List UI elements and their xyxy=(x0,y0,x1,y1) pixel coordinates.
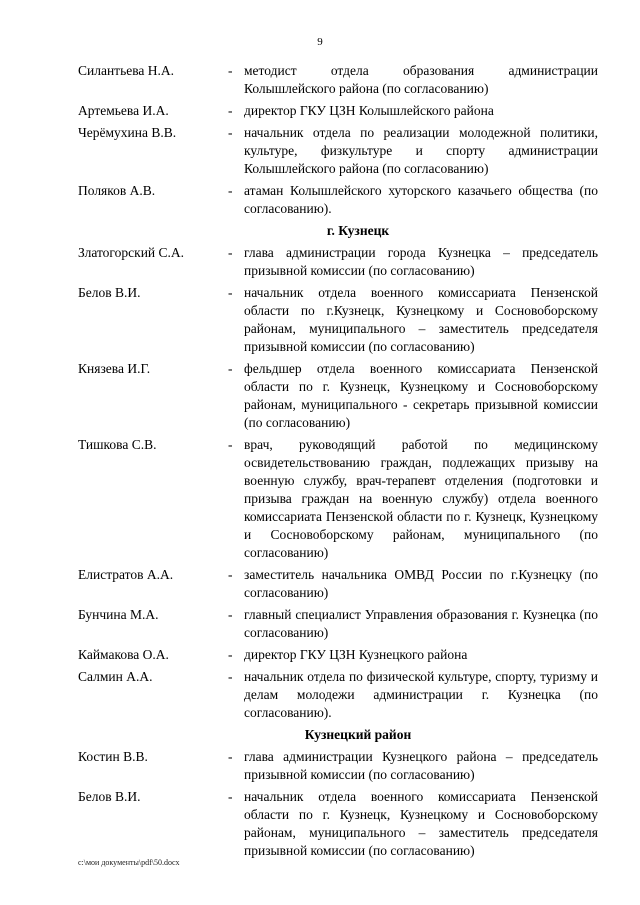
dash-separator: - xyxy=(228,361,233,376)
dash-separator: - xyxy=(228,125,233,140)
dash-separator: - xyxy=(228,669,233,684)
member-role: директор ГКУ ЦЗН Кузнецкого района xyxy=(244,647,468,662)
dash-separator: - xyxy=(228,749,233,764)
member-name: Салмин А.А. xyxy=(78,669,153,684)
member-role: атаман Колышлейского хуторского казачьего общества (по согласованию). xyxy=(244,183,598,216)
dash-separator: - xyxy=(228,607,233,622)
document-body xyxy=(78,62,598,864)
dash-separator: - xyxy=(228,63,233,78)
section-heading-kuznetsk: г. Кузнецк xyxy=(326,223,390,238)
member-entry xyxy=(78,748,598,784)
member-role: врач, руководящий работой по медицинскому освидетельствованию граждан, подлежащих призыву на военную службу, врач-терапевт отделения (подготовки и призыва граждан на военную службу) отдела военного комиссариата Пензенской области по г. Кузнецк, Кузнецкому и Сосновоборскому районам, муниципального (по согласованию) xyxy=(244,437,598,560)
member-role: глава администрации Кузнецкого района – председатель призывной комиссии (по согласованию) xyxy=(244,749,598,782)
member-entry xyxy=(78,124,598,178)
member-role: директор ГКУ ЦЗН Колышлейского района xyxy=(244,103,494,118)
member-name: Белов В.И. xyxy=(78,285,141,300)
member-role: начальник отдела по физической культуре, спорту, туризму и делам молодежи администрации г. Кузнецка (по согласованию). xyxy=(244,669,598,720)
member-role: методист отдела образования администрации Колышлейского района (по согласованию) xyxy=(244,63,598,96)
member-name: Силантьева Н.А. xyxy=(78,63,175,78)
member-entry xyxy=(78,436,598,562)
member-role: главный специалист Управления образования г. Кузнецка (по согласованию) xyxy=(244,607,598,640)
page-number: 9 xyxy=(317,36,323,48)
member-name: Бунчина М.А. xyxy=(78,607,159,622)
file-path-footer: c:\мои документы\pdf\50.docx xyxy=(78,858,180,867)
member-name: Белов В.И. xyxy=(78,789,141,804)
member-entry xyxy=(78,284,598,356)
member-entry xyxy=(78,62,598,98)
member-name: Елистратов А.А. xyxy=(78,567,174,582)
member-name: Каймакова О.А. xyxy=(78,647,169,662)
member-entry xyxy=(78,360,598,432)
member-entry xyxy=(78,566,598,602)
member-name: Князева И.Г. xyxy=(78,361,151,376)
member-name: Златогорский С.А. xyxy=(78,245,185,260)
dash-separator: - xyxy=(228,103,233,118)
dash-separator: - xyxy=(228,183,233,198)
member-name: Костин В.В. xyxy=(78,749,148,764)
member-role: фельдшер отдела военного комиссариата Пензенской области по г. Кузнецк, Кузнецкому и Сосновоборскому районам, муниципального - секретарь призывной комиссии (по согласованию) xyxy=(244,361,598,430)
dash-separator: - xyxy=(228,789,233,804)
dash-separator: - xyxy=(228,647,233,662)
member-role: начальник отдела военного комиссариата Пензенской области по г.Кузнецк, Кузнецкому и Сосновоборскому районам, муниципального – заместитель председателя призывной комиссии (по согласованию) xyxy=(244,285,598,354)
member-entry xyxy=(78,668,598,722)
member-name: Артемьева И.А. xyxy=(78,103,169,118)
member-role: начальник отдела военного комиссариата Пензенской области по г. Кузнецк, Кузнецкому и Сосновоборскому районам, муниципального – заместитель председателя призывной комиссии (по согласованию) xyxy=(244,789,598,858)
member-role: заместитель начальника ОМВД России по г.Кузнецку (по согласованию) xyxy=(244,567,598,600)
member-role: глава администрации города Кузнецка – председатель призывной комиссии (по согласованию) xyxy=(244,245,598,278)
dash-separator: - xyxy=(228,437,233,452)
member-entry xyxy=(78,646,598,664)
member-entry xyxy=(78,102,598,120)
member-name: Тишкова С.В. xyxy=(78,437,157,452)
member-entry xyxy=(78,244,598,280)
member-name: Черёмухина В.В. xyxy=(78,125,177,140)
member-entry xyxy=(78,182,598,218)
member-name: Поляков А.В. xyxy=(78,183,156,198)
section-heading-kuznetsky-district: Кузнецкий район xyxy=(304,727,412,742)
member-entry xyxy=(78,788,598,860)
member-entry xyxy=(78,606,598,642)
dash-separator: - xyxy=(228,285,233,300)
dash-separator: - xyxy=(228,567,233,582)
member-role: начальник отдела по реализации молодежной политики, культуре, физкультуре и спорту администрации Колышлейского района (по согласованию) xyxy=(244,125,598,176)
dash-separator: - xyxy=(228,245,233,260)
